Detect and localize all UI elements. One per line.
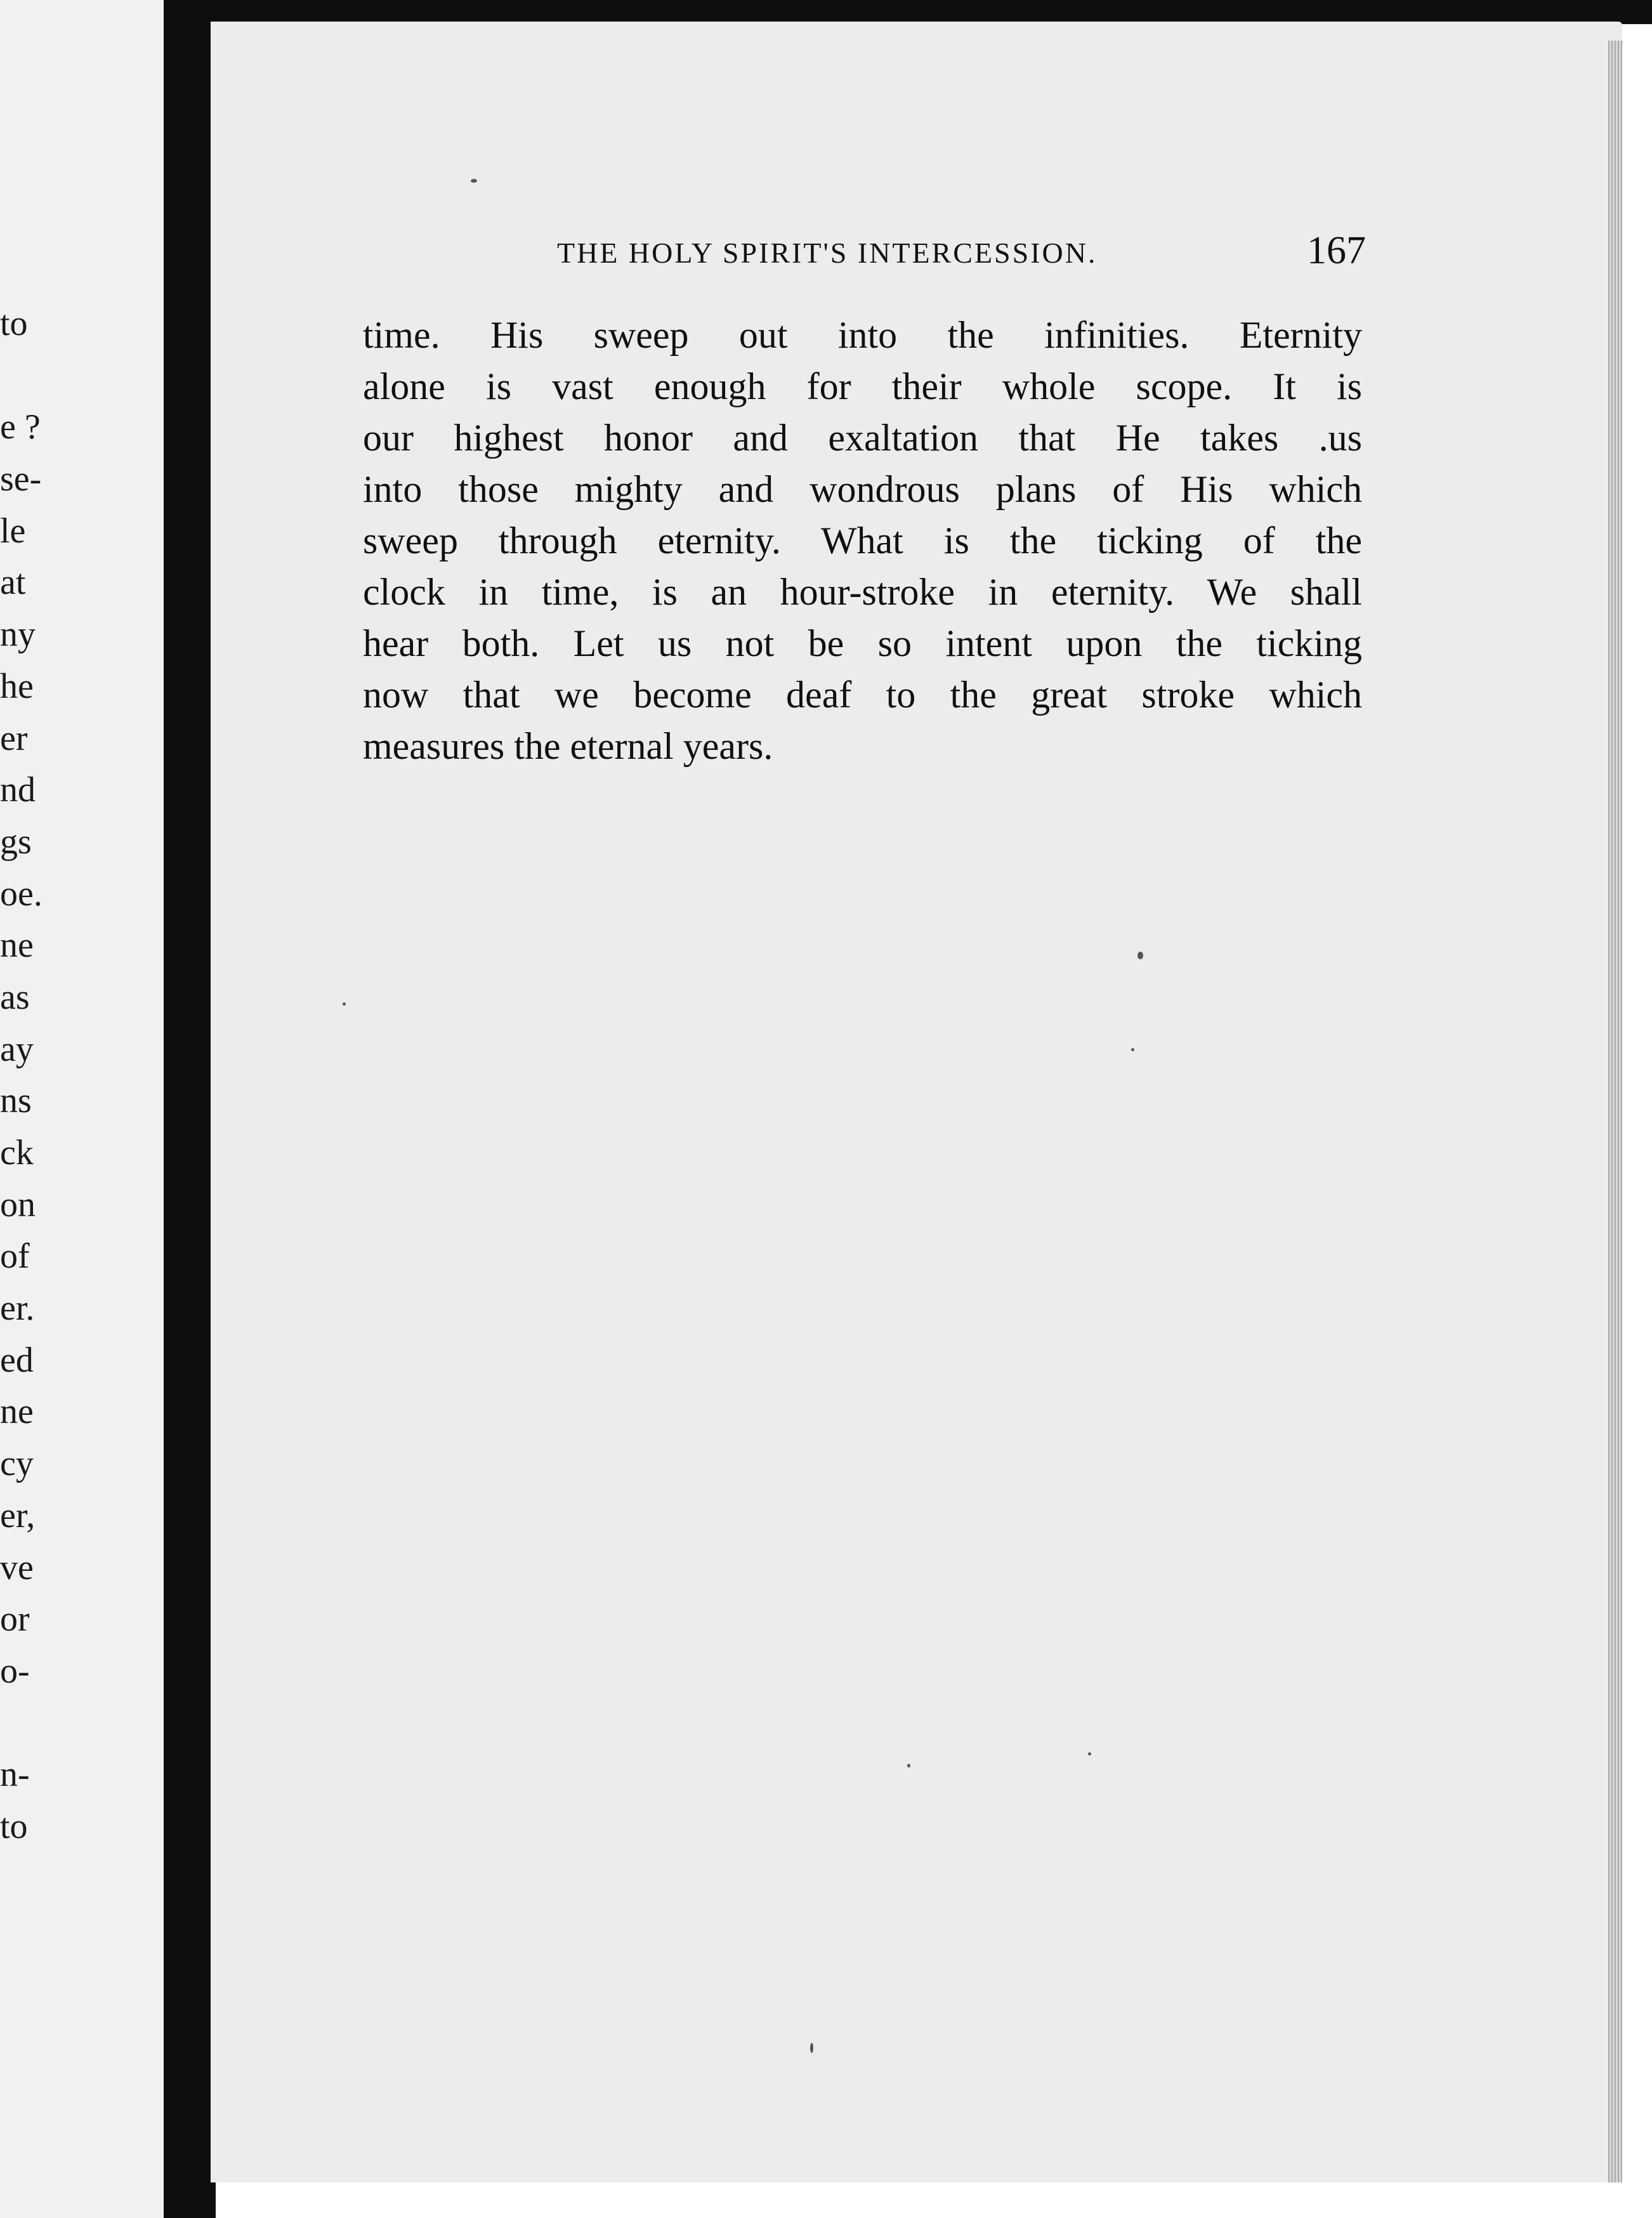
scan-speck [907, 1764, 910, 1768]
left-fragment-line: o- [0, 1651, 30, 1691]
left-fragment-line: se- [0, 459, 42, 499]
left-fragment-line: of [0, 1237, 30, 1276]
body-text [363, 310, 1362, 772]
left-fragment-line: er, [0, 1495, 36, 1535]
left-facing-page [0, 0, 190, 2218]
page-stack-edge [1608, 41, 1622, 2182]
scan-speck [810, 2043, 813, 2053]
text-line: measures the eternal years. [363, 725, 773, 767]
left-fragment-line: ve [0, 1547, 34, 1587]
left-fragment-line: as [0, 977, 30, 1017]
text-line: clock in time, is an hour-stroke in eternity. We shall [363, 571, 1362, 613]
left-fragment-line: er. [0, 1289, 35, 1329]
left-fragment-line: e ? [0, 407, 41, 447]
left-fragment-line: le [0, 511, 26, 551]
scan-speck [1137, 952, 1143, 959]
left-fragment-line: ay [0, 1029, 34, 1069]
text-line: hear both. Let us not be so intent upon the ticking [363, 622, 1362, 664]
left-fragment-line: n- [0, 1755, 30, 1795]
left-fragment-line: ne [0, 926, 34, 966]
left-fragment-line: he [0, 666, 34, 706]
left-fragment-line: on [0, 1184, 36, 1224]
left-fragment-line: ne [0, 1392, 34, 1432]
book-gutter [164, 0, 216, 2218]
text-line: into those mighty and wondrous plans of His which [363, 468, 1362, 510]
left-fragment-line: cy [0, 1444, 34, 1484]
scan-speck [343, 1002, 346, 1006]
left-fragment-line: ed [0, 1340, 34, 1380]
left-fragment-line: ny [0, 615, 36, 655]
text-line: sweep through eternity. What is the ticking of the [363, 520, 1362, 561]
left-fragment-line: oe. [0, 874, 43, 914]
scan-speck [1131, 1048, 1134, 1051]
left-fragment-line: er [0, 718, 28, 758]
left-fragment-line: at [0, 563, 26, 603]
left-fragment-line: gs [0, 822, 32, 862]
left-fragment-line: to [0, 1806, 28, 1846]
left-fragment-line: nd [0, 770, 36, 810]
text-line: now that we become deaf to the great stroke which [363, 674, 1362, 716]
running-head: THE HOLY SPIRIT'S INTERCESSION. [557, 237, 1098, 269]
text-line: our highest honor and exaltation that He takes .us [363, 417, 1362, 459]
left-fragment-line: or [0, 1599, 30, 1639]
left-fragment-line: ns [0, 1081, 32, 1121]
page-number: 167 [1307, 229, 1366, 272]
text-line: alone is vast enough for their whole scope. It is [363, 365, 1362, 407]
left-fragment-line: to [0, 304, 28, 343]
scan-speck [471, 179, 477, 183]
text-line: time. His sweep out into the infinities. Eternity [363, 314, 1362, 356]
scan-top-edge [190, 0, 1652, 24]
left-fragment-line: ck [0, 1133, 34, 1172]
left-page-text-fragments [0, 298, 184, 1853]
scan-speck [1088, 1752, 1091, 1755]
